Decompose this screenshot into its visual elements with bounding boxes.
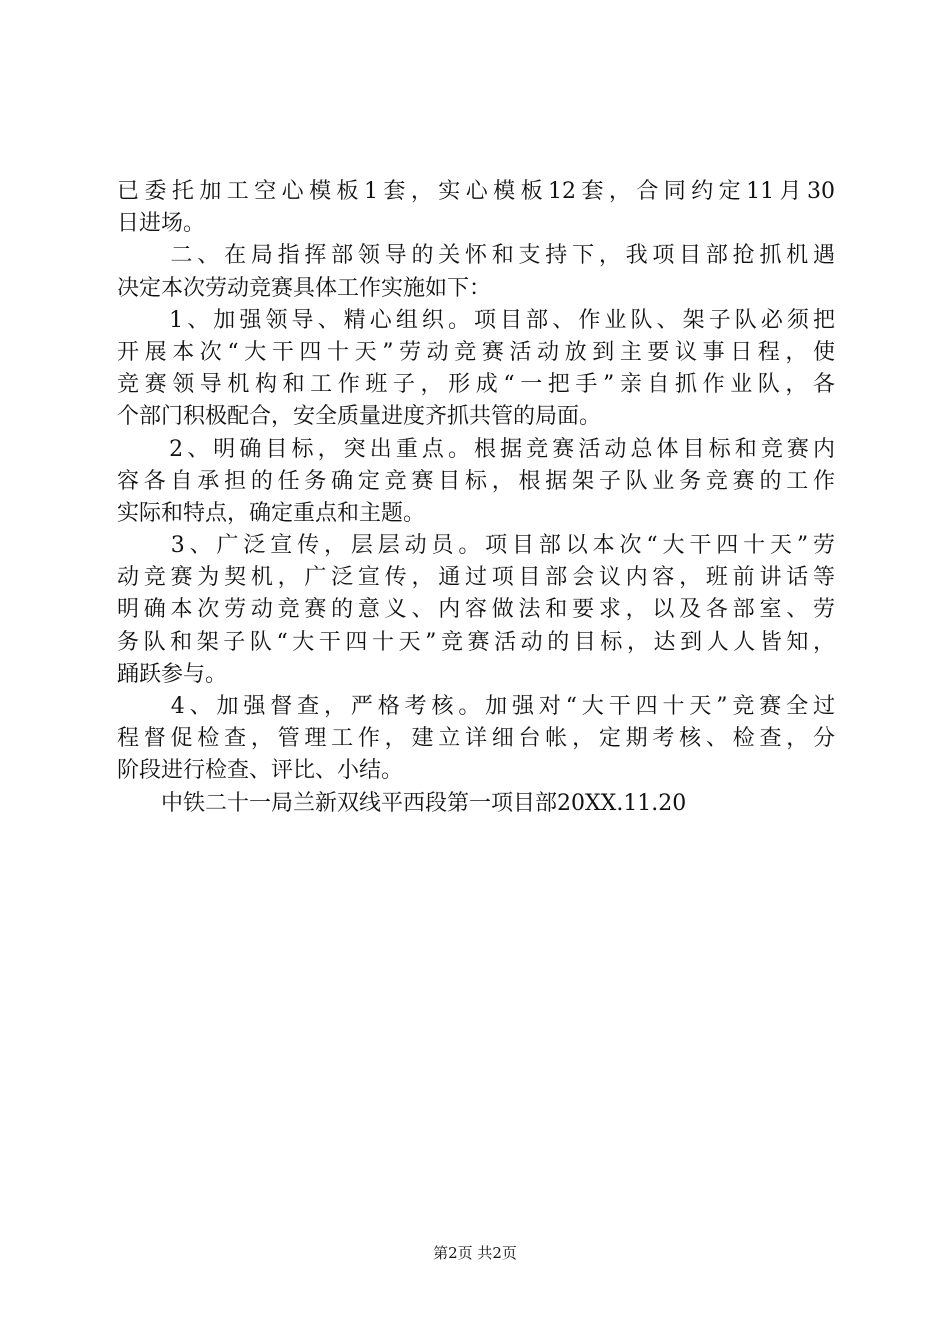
text-line: 4、加强督查，严格考核。加强对“大干四十天”竞赛全过 [117,694,835,719]
text-line: 明确本次劳动竞赛的意义、内容做法和要求，以及各部室、劳 [117,597,835,623]
text-line: 二、在局指挥部领导的关怀和支持下，我项目部抢抓机遇 [117,243,835,269]
text-line: 务队和架子队“大干四十天”竞赛活动的目标，达到人人皆知， [117,629,835,655]
text-line: 动竞赛为契机，广泛宣传，通过项目部会议内容，班前讲话等 [117,565,835,591]
text-line: 程督促检查，管理工作，建立详细台帐，定期考核、检查，分 [117,726,835,752]
text-line: 3、广泛宣传，层层动员。项目部以本次“大干四十天”劳 [117,533,835,559]
text-line: 容各自承担的任务确定竞赛目标，根据架子队业务竞赛的工作 [117,468,835,494]
signature-line: 中铁二十一局兰新双线平西段第一项目部20XX.11.20 [117,790,687,816]
text-line: 开展本次“大干四十天”劳动竞赛活动放到主要议事日程，使 [117,339,835,365]
text-line: 个部门积极配合，安全质量进度齐抓共管的局面。 [117,404,602,430]
text-line: 阶段进行检查、评比、小结。 [117,758,404,784]
text-line: 1、加强领导、精心组织。项目部、作业队、架子队必须把 [117,307,835,333]
text-line: 实际和特点，确定重点和主题。 [117,500,426,526]
document-body [117,176,835,820]
text-line: 决定本次劳动竞赛具体工作实施如下： [117,275,492,301]
text-line: 2、明确目标，突出重点。根据竞赛活动总体目标和竞赛内 [117,436,835,462]
page-footer [0,1243,950,1263]
text-line: 踊跃参与。 [117,661,228,687]
text-line: 竞赛领导机构和工作班子，形成“一把手”亲自抓作业队，各 [117,372,835,398]
text-line: 已委托加工空心模板1套，实心模板12套，合同约定11月30 [117,179,835,204]
text-line: 日进场。 [117,211,206,237]
page-number-label: 第2页 共2页 [433,1244,517,1262]
